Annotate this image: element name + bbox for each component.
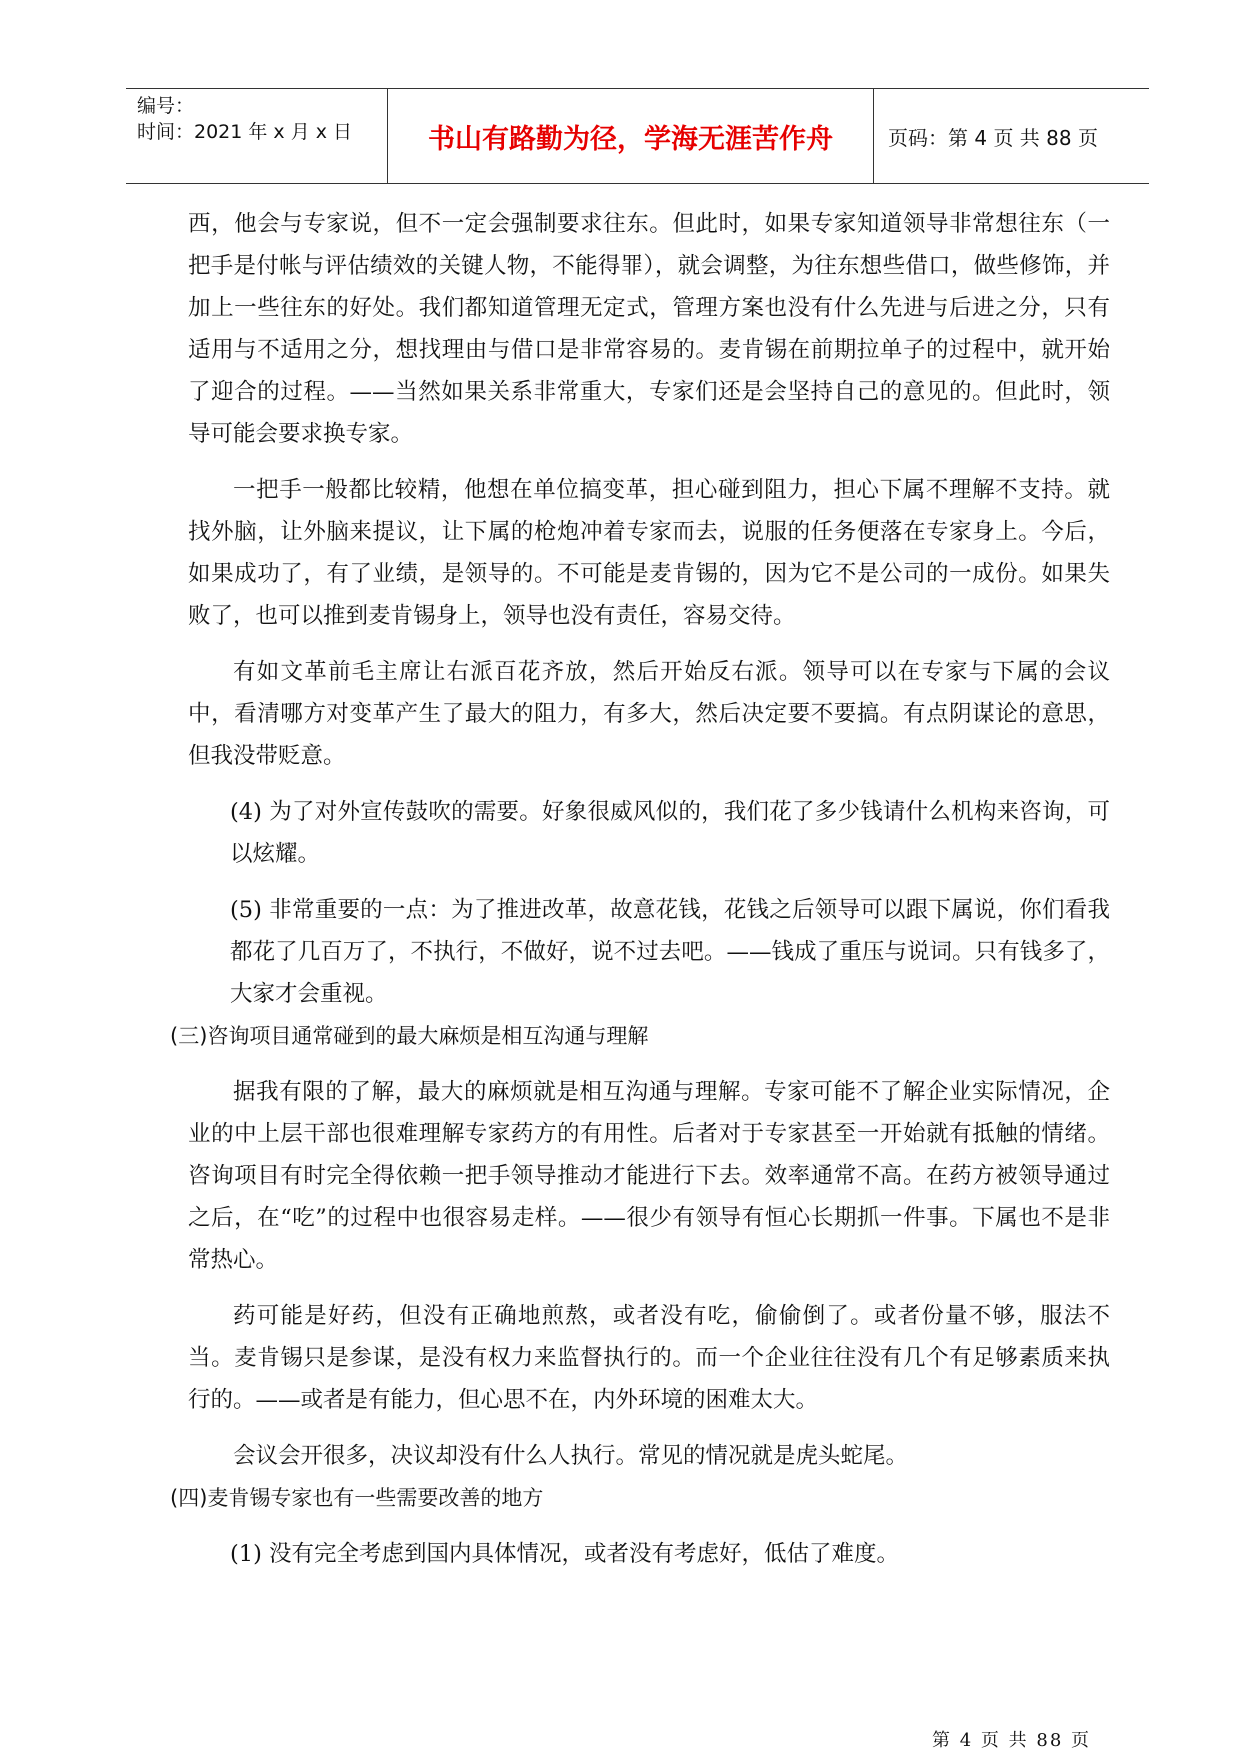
- document-body: [170, 203, 1110, 1575]
- list-item: (5) 非常重要的一点：为了推进改革，故意花钱，花钱之后领导可以跟下属说，你们看我都花了几百万了，不执行，不做好，说不过去吧。——钱成了重压与说词。只有钱多了，大家才会重视。: [230, 897, 1110, 1007]
- time-label: 时间：2021 年 x 月 x 日: [137, 121, 353, 143]
- section-heading: (四)麦肯锡专家也有一些需要改善的地方: [170, 1486, 544, 1510]
- paragraph: 会议会开很多，决议却没有什么人执行。常见的情况就是虎头蛇尾。: [233, 1443, 909, 1469]
- paragraph: 药可能是好药，但没有正确地煎熬，或者没有吃，偷偷倒了。或者份量不够，服法不当。麦肯锡只是参谋，是没有权力来监督执行的。而一个企业往往没有几个有足够素质来执行的。——或者是有能力，但心思不在，内外环境的困难太大。: [188, 1303, 1110, 1413]
- number-label: 编号：: [137, 95, 195, 117]
- header-meta: [126, 89, 388, 183]
- paragraph: 一把手一般都比较精，他想在单位搞变革，担心碰到阻力，担心下属不理解不支持。就找外脑，让外脑来提议，让下属的枪炮冲着专家而去，说服的任务便落在专家身上。今后，如果成功了，有了业绩，是领导的。不可能是麦肯锡的，因为它不是公司的一成份。如果失败了，也可以推到麦肯锡身上，领导也没有责任，容易交待。: [188, 477, 1110, 629]
- paragraph: 有如文革前毛主席让右派百花齐放，然后开始反右派。领导可以在专家与下属的会议中，看清哪方对变革产生了最大的阻力，有多大，然后决定要不要搞。有点阴谋论的意思，但我没带贬意。: [188, 659, 1110, 769]
- page-footer: 第 4 页 共 88 页: [932, 1730, 1091, 1751]
- list-item: (1) 没有完全考虑到国内具体情况，或者没有考虑好，低估了难度。: [230, 1541, 900, 1567]
- page-header: [126, 88, 1149, 184]
- paragraph: 西，他会与专家说，但不一定会强制要求往东。但此时，如果专家知道领导非常想往东（一把手是付帐与评估绩效的关键人物，不能得罪），就会调整，为往东想些借口，做些修饰，并加上一些往东的好处。我们都知道管理无定式，管理方案也没有什么先进与后进之分，只有适用与不适用之分，想找理由与借口是非常容易的。麦肯锡在前期拉单子的过程中，就开始了迎合的过程。——当然如果关系非常重大，专家们还是会坚持自己的意见的。但此时，领导可能会要求换专家。: [188, 211, 1110, 447]
- list-item: (4) 为了对外宣传鼓吹的需要。好象很威风似的，我们花了多少钱请什么机构来咨询，可以炫耀。: [230, 799, 1110, 867]
- header-page-info: 页码：第 4 页 共 88 页: [888, 125, 1098, 150]
- paragraph: 据我有限的了解，最大的麻烦就是相互沟通与理解。专家可能不了解企业实际情况，企业的中上层干部也很难理解专家药方的有用性。后者对于专家甚至一开始就有抵触的情绪。咨询项目有时完全得依赖一把手领导推动才能进行下去。效率通常不高。在药方被领导通过之后，在“吃”的过程中也很容易走样。——很少有领导有恒心长期抓一件事。下属也不是非常热心。: [188, 1079, 1110, 1273]
- section-heading: (三)咨询项目通常碰到的最大麻烦是相互沟通与理解: [170, 1024, 649, 1048]
- header-motto: 书山有路勤为径，学海无涯苦作舟: [388, 89, 874, 183]
